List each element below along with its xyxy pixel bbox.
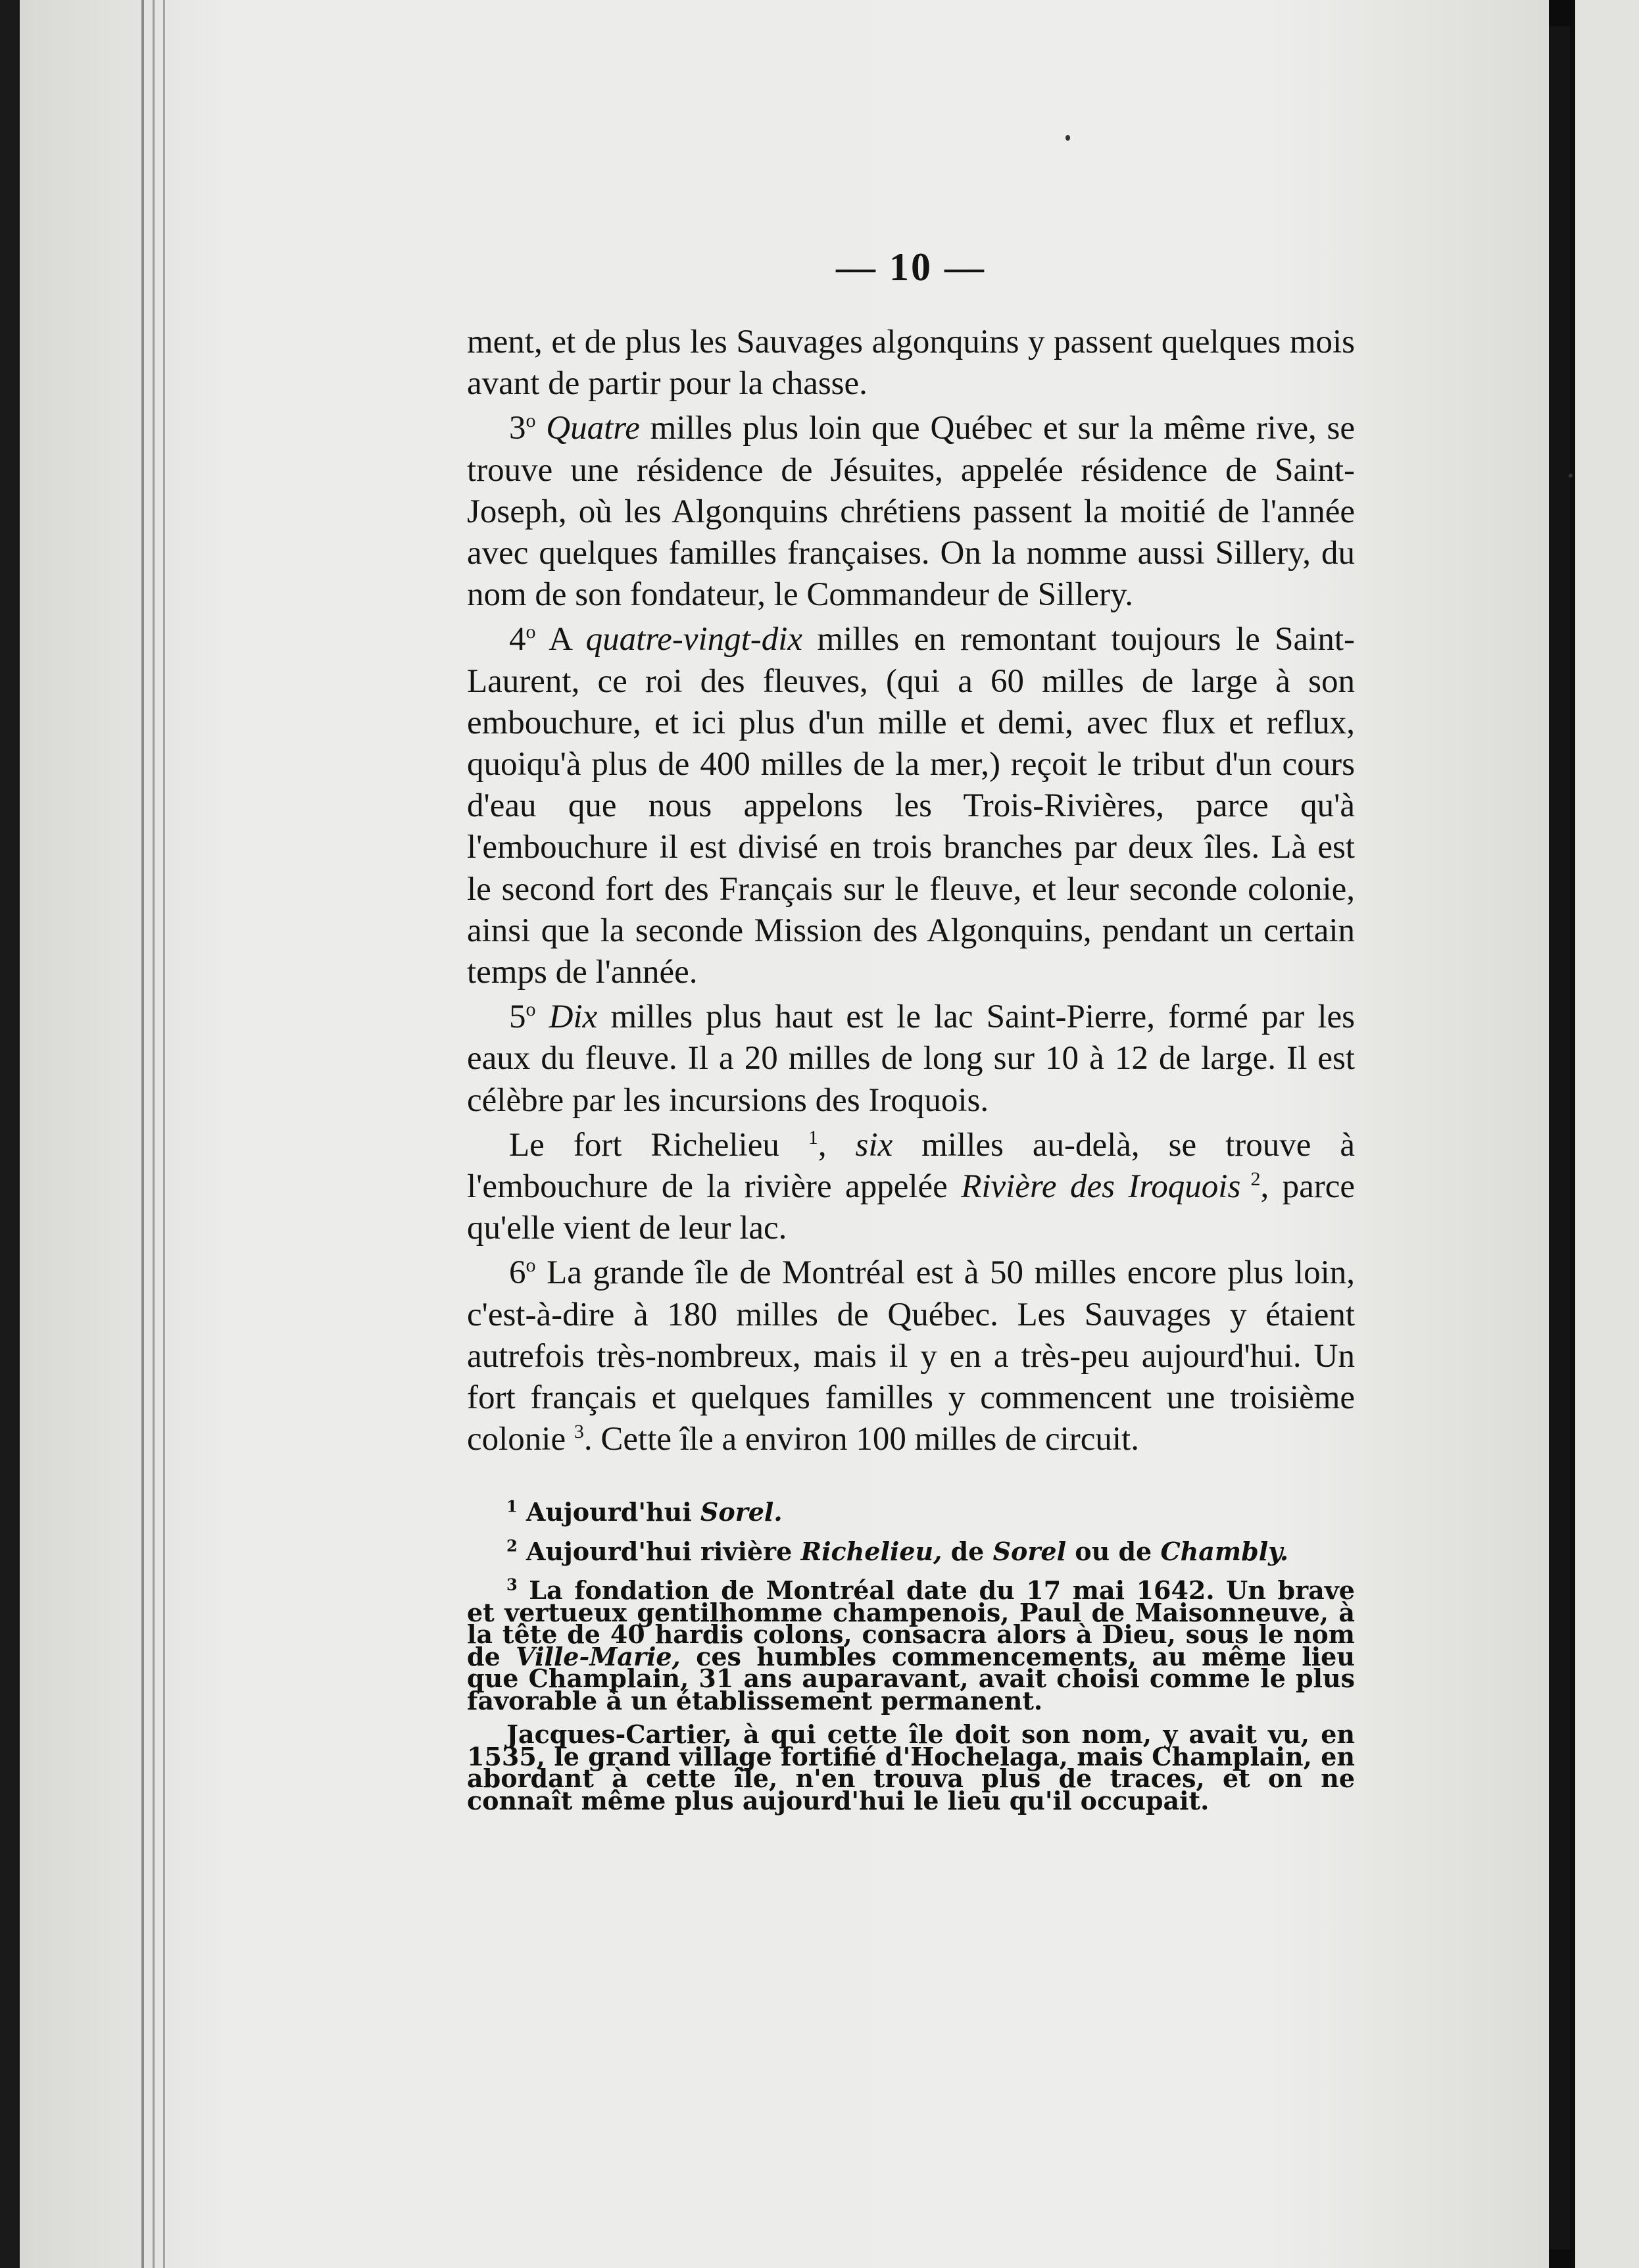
ordinal-mark: o	[526, 410, 536, 432]
footnote-mark: 2	[506, 1536, 518, 1556]
list-number: 4	[509, 621, 526, 658]
paragraph-text: milles en remontant toujours le Saint-Laurent, ce roi des fleuves, (qui a 60 milles de large à son embouchure, et ici plus d'un mille et demi, avec flux et reflux, quoiqu'à plus de 400 milles de la mer,) reçoit le tribut d'un cours d'eau que nous appelons les Trois-Rivières, parce qu'à l'embouchure il est divisé en trois branches par deux îles. Là est le second fort des Français sur le fleuve, et leur seconde colonie, ainsi que la seconde Mission des Algonquins, pendant un certain temps de l'année.	[467, 621, 1356, 991]
ordinal-mark: o	[526, 621, 536, 643]
speck	[1065, 135, 1070, 141]
footnote-text: Aujourd'hui	[517, 1497, 700, 1527]
ordinal-mark: o	[526, 1254, 536, 1277]
list-number: 3	[509, 410, 526, 447]
emphasis: Sorel	[992, 1536, 1067, 1566]
list-number: 5	[509, 998, 526, 1036]
emphasis: Quatre	[546, 410, 640, 447]
paragraph-text: La grande île de Montréal est à 50 milles encore plus loin, c'est-à-dire à 180 milles de Québec. Les Sauvages y étaient autrefois très-nombreux, mais il y en a très-peu aujourd'hui. Un fort français et quelques familles y commencent une troisième colonie	[467, 1254, 1355, 1458]
footnote-text: Aujourd'hui rivière	[517, 1536, 801, 1566]
left-binding-line	[141, 0, 144, 2268]
footnote-ref: 3	[574, 1421, 584, 1443]
paragraph	[467, 408, 1355, 616]
footnote-text: de	[942, 1536, 993, 1566]
emphasis: Sorel.	[700, 1497, 783, 1527]
footnote-text: ces humbles commencements, au même lieu que Champlain, 31 ans auparavant, avait choisi comme le plus favorable à un établissement permanent.	[467, 1641, 1355, 1715]
emphasis: Chambly.	[1160, 1536, 1289, 1566]
emphasis: Dix	[549, 998, 598, 1036]
text-block	[467, 245, 1355, 1823]
paragraph	[467, 322, 1355, 405]
emphasis: six	[855, 1126, 893, 1164]
left-binding-line	[163, 0, 165, 2268]
ordinal-mark: o	[526, 998, 536, 1021]
left-binding-line	[153, 0, 155, 2268]
paragraph-text: ment, et de plus les Sauvages algonquins y passent quelques mois avant de partir pour la chasse.	[467, 324, 1355, 403]
facing-page-edge	[1575, 0, 1639, 2268]
paragraph-text: A	[535, 621, 586, 658]
paragraph-text: milles au-delà, se trouve à l'embouchure de la rivière appelée	[467, 1126, 1355, 1206]
footnote-text: Jacques-Cartier, à qui cette île doit son nom, y avait vu, en 1535, le grand village fortifié d'Hochelaga, mais Champlain, en abordant à cette île, n'en trouva plus de traces, et on ne connaît même plus aujourd'hui le lieu qu'il occupait.	[467, 1719, 1355, 1815]
emphasis: Richelieu,	[800, 1536, 942, 1566]
footnote-ref: 1	[808, 1126, 818, 1148]
footnote	[467, 1536, 1355, 1566]
paragraph-text: milles plus haut est le lac Saint-Pierre, formé par les eaux du fleuve. Il a 20 milles de long sur 10 à 12 de large. Il est célèbre par les incursions des Iroquois.	[467, 998, 1356, 1119]
footnote-continuation	[467, 1719, 1355, 1815]
footnote-text: ou de	[1066, 1536, 1161, 1566]
page-number: — 10 —	[836, 245, 986, 289]
footnote-mark: 1	[506, 1496, 518, 1516]
list-number: 6	[509, 1254, 526, 1292]
paragraph	[467, 1125, 1355, 1250]
left-page-edge	[0, 0, 20, 2268]
page-gutter-shadow	[1549, 26, 1570, 2250]
paragraph-text: ,	[818, 1126, 856, 1164]
paragraph	[467, 997, 1355, 1122]
paragraph	[467, 1252, 1355, 1460]
footnote	[467, 1575, 1355, 1715]
paragraph	[467, 619, 1355, 993]
emphasis: Ville-Marie,	[516, 1641, 681, 1671]
paragraph-text: milles plus loin que Québec et sur la même rive, se trouve une résidence de Jésuites, appelée résidence de Saint-Joseph, où les Algonquins chrétiens passent la moitié de l'année avec quelques familles françaises. On la nomme aussi Sillery, du nom de son fondateur, le Commandeur de Sillery.	[467, 410, 1356, 614]
paragraph-text: , parce qu'elle vient de leur lac.	[467, 1168, 1355, 1247]
footnote-text: La fondation de Montréal date du 17 mai 1642. Un brave et vertueux gentilhomme champenois, Paul de Maisonneuve, à la tête de 40 hardis colons, consacra alors à Dieu, sous le nom de	[467, 1575, 1355, 1671]
paragraph-text: . Cette île a environ 100 milles de circuit.	[583, 1421, 1139, 1458]
emphasis: quatre-vingt-dix	[585, 621, 803, 658]
footnote	[467, 1496, 1355, 1527]
paragraph-text: Le fort Richelieu	[509, 1126, 808, 1164]
footnote-ref: 2	[1240, 1168, 1261, 1191]
footnotes	[467, 1496, 1355, 1815]
speck	[1569, 474, 1573, 478]
footnote-mark: 3	[506, 1575, 518, 1594]
emphasis: Rivière des Iroquois	[961, 1168, 1241, 1206]
